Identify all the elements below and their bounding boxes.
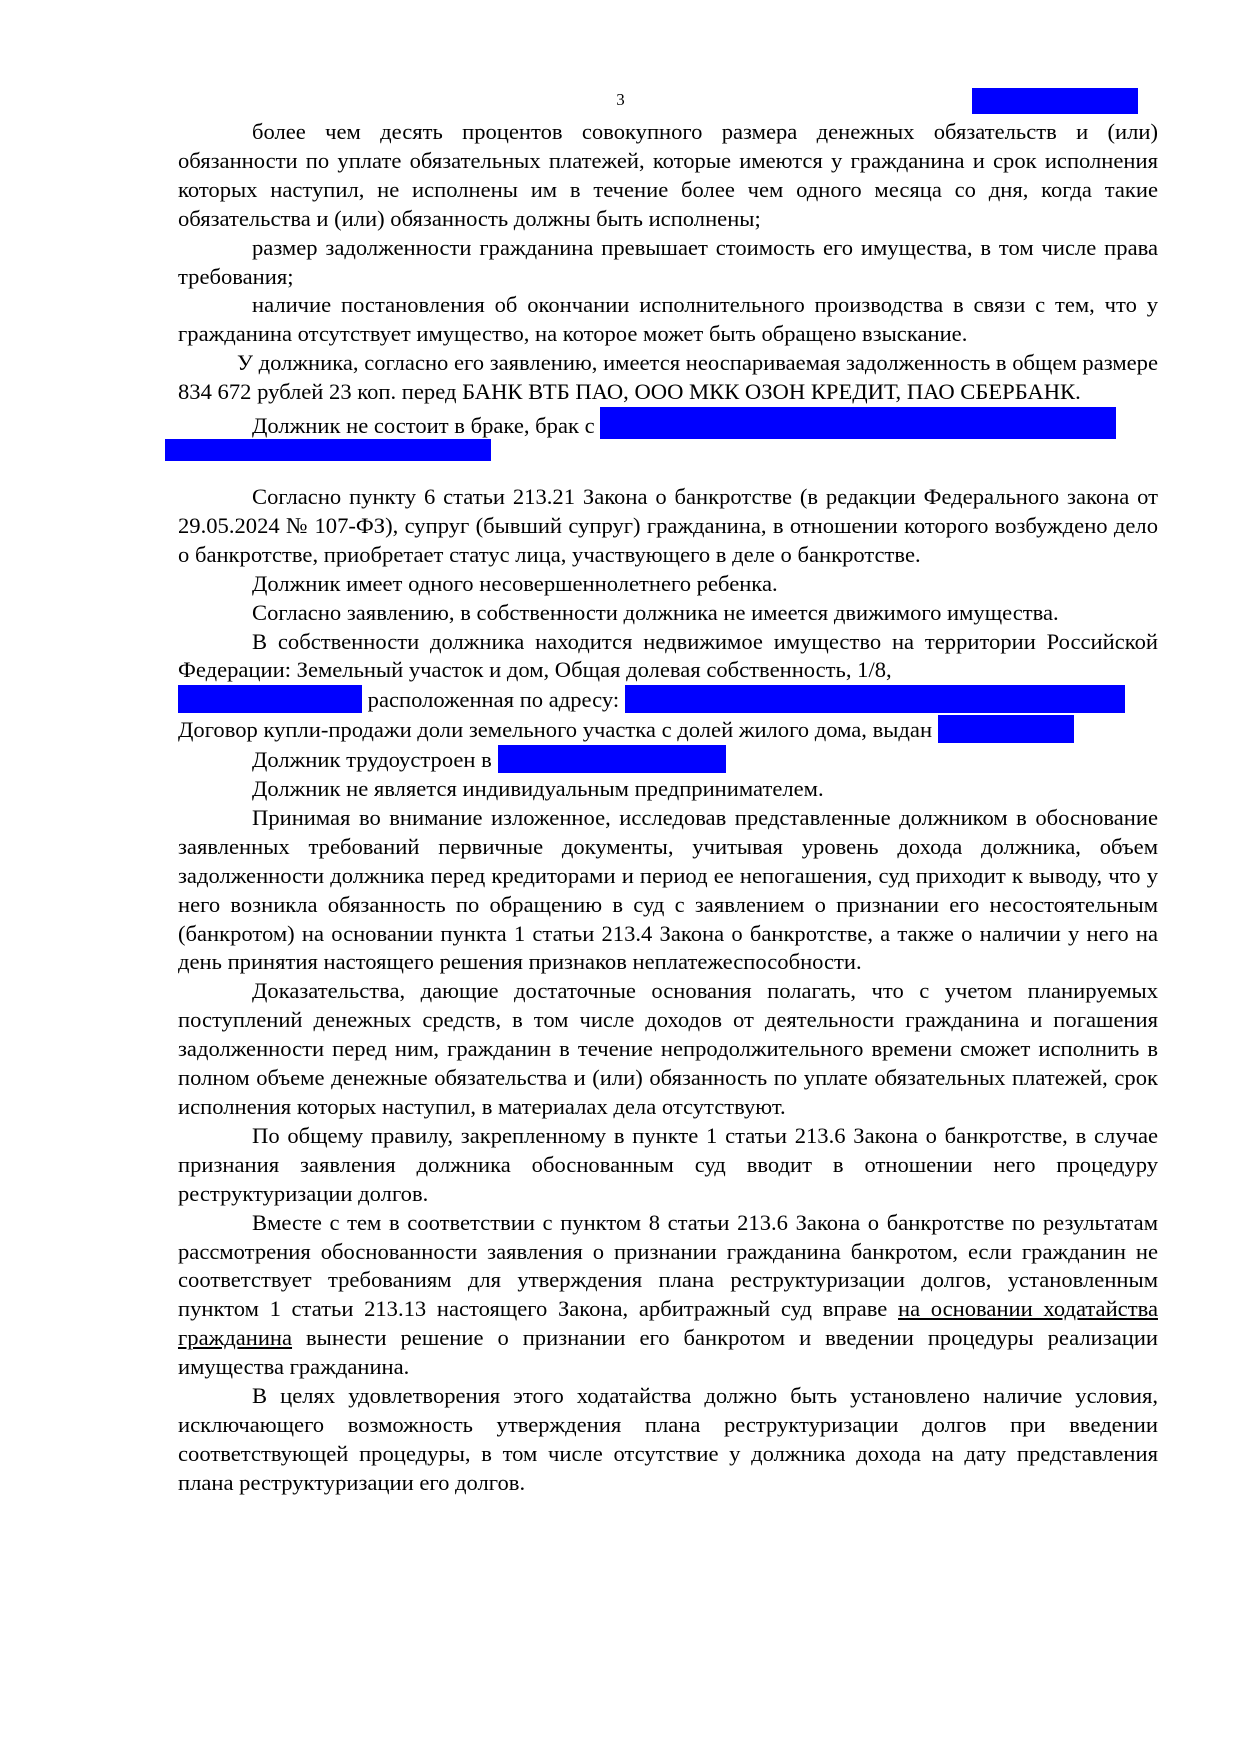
address-label: расположенная по адресу: bbox=[367, 687, 620, 713]
contract-text: Договор купли-продажи доли земельного участка с долей жилого дома, выдан bbox=[178, 717, 933, 743]
page-number: 3 bbox=[616, 90, 625, 109]
paragraph: Должник имеет одного несовершеннолетнего ребенка. bbox=[252, 570, 778, 596]
petition-text-a: Вместе с тем в соответствии с пунктом 8 статьи 213.6 Закона о банкротстве по результатам рассмотрения обоснованности заявления о признании гражданина банкротом, если гражданин не соответствует требованиям для утверждения плана реструктуризации долгов, установленным пунктом 1 статьи 213.13 настоящего Закона, арбитражный суд вправе bbox=[178, 1209, 1158, 1322]
paragraph: Согласно заявлению, в собственности должника не имеется движимого имущества. bbox=[252, 599, 1059, 625]
document-body bbox=[178, 118, 1158, 1498]
paragraph-employment bbox=[178, 745, 1158, 775]
redaction-header bbox=[972, 88, 1138, 114]
paragraph: наличие постановления об окончании исполнительного производства в связи с тем, что у гражданина отсутствует имущество, на которое может быть обращено взыскание. bbox=[178, 292, 1158, 347]
employment-text: Должник трудоустроен в bbox=[252, 747, 492, 773]
redaction-marriage bbox=[600, 407, 1116, 439]
paragraph: размер задолженности гражданина превышает стоимость его имущества, в том числе права требования; bbox=[178, 234, 1158, 289]
paragraph: Доказательства, дающие достаточные основания полагать, что с учетом планируемых поступлений денежных средств, в том числе доходов от деятельности гражданина и погашения задолженности перед ним, гражданин в течение непродолжительного времени сможет исполнить в полном объеме денежные обязательства и (или) обязанность по уплате обязательных платежей, срок исполнения которых наступил, в материалах дела отсутствуют. bbox=[178, 978, 1158, 1119]
paragraph: У должника, согласно его заявлению, имеется неоспариваемая задолженность в общем размере 834 672 рублей 23 коп. перед БАНК ВТБ ПАО, ООО МКК ОЗОН КРЕДИТ, ПАО СБЕРБАНК. bbox=[178, 350, 1158, 405]
redaction-address bbox=[625, 685, 1125, 713]
paragraph: По общему правилу, закрепленному в пункте 1 статьи 213.6 Закона о банкротстве, в случае признания заявления должника обоснованным суд вводит в отношении него процедуру реструктуризации долгов. bbox=[178, 1122, 1158, 1206]
paragraph: В целях удовлетворения этого ходатайства должно быть установлено наличие условия, исключающего возможность утверждения плана реструктуризации долгов при введении соответствующей процедуры, в том числе отсутствие у должника дохода на дату представления плана реструктуризации его долгов. bbox=[178, 1383, 1158, 1495]
paragraph: В собственности должника находится недвижимое имущество на территории Российской Федерации: Земельный участок и дом, Общая долевая собственность, 1/8, bbox=[178, 628, 1158, 683]
spacer bbox=[178, 461, 1158, 483]
paragraph-petition bbox=[178, 1209, 1158, 1382]
redaction-share bbox=[178, 685, 362, 713]
paragraph: Должник не является индивидуальным предпринимателем. bbox=[252, 776, 824, 802]
redaction-employer bbox=[498, 745, 726, 773]
petition-text-underlined: на основании ходатайства гражданина bbox=[178, 1296, 1158, 1351]
paragraph: более чем десять процентов совокупного размера денежных обязательств и (или) обязанности по уплате обязательных платежей, которые имеются у гражданина и срок исполнения которых наступил, не исполнены им в течение более чем одного месяца со дня, когда такие обязательства и (или) обязанность должны быть исполнены; bbox=[178, 119, 1158, 231]
paragraph-address bbox=[178, 685, 1158, 715]
redaction-contract bbox=[938, 715, 1074, 743]
paragraph: Согласно пункту 6 статьи 213.21 Закона о банкротстве (в редакции Федерального закона от 29.05.2024 № 107-ФЗ), супруг (бывший супруг) гражданина, в отношении которого возбуждено дело о банкротстве, приобретает статус лица, участвующего в деле о банкротстве. bbox=[178, 483, 1158, 567]
paragraph-marriage bbox=[178, 407, 1158, 441]
paragraph: Принимая во внимание изложенное, исследовав представленные должником в обоснование заявленных требований первичные документы, учитывая уровень дохода должника, объем задолженности должника перед кредиторами и период ее непогашения, суд приходит к выводу, что у него возникла обязанность по обращению в суд с заявлением о признании его несостоятельным (банкротом) на основании пункта 1 статьи 213.4 Закона о банкротстве, а также о наличии у него на день принятия настоящего решения признаков неплатежеспособности. bbox=[178, 804, 1158, 975]
paragraph-contract bbox=[178, 715, 1158, 745]
redaction-marriage-cont bbox=[165, 439, 491, 461]
petition-text-b: вынести решение о признании его банкротом и введении процедуры реализации имущества гражданина. bbox=[178, 1325, 1159, 1380]
marriage-text: Должник не состоит в браке, брак с bbox=[252, 413, 595, 439]
